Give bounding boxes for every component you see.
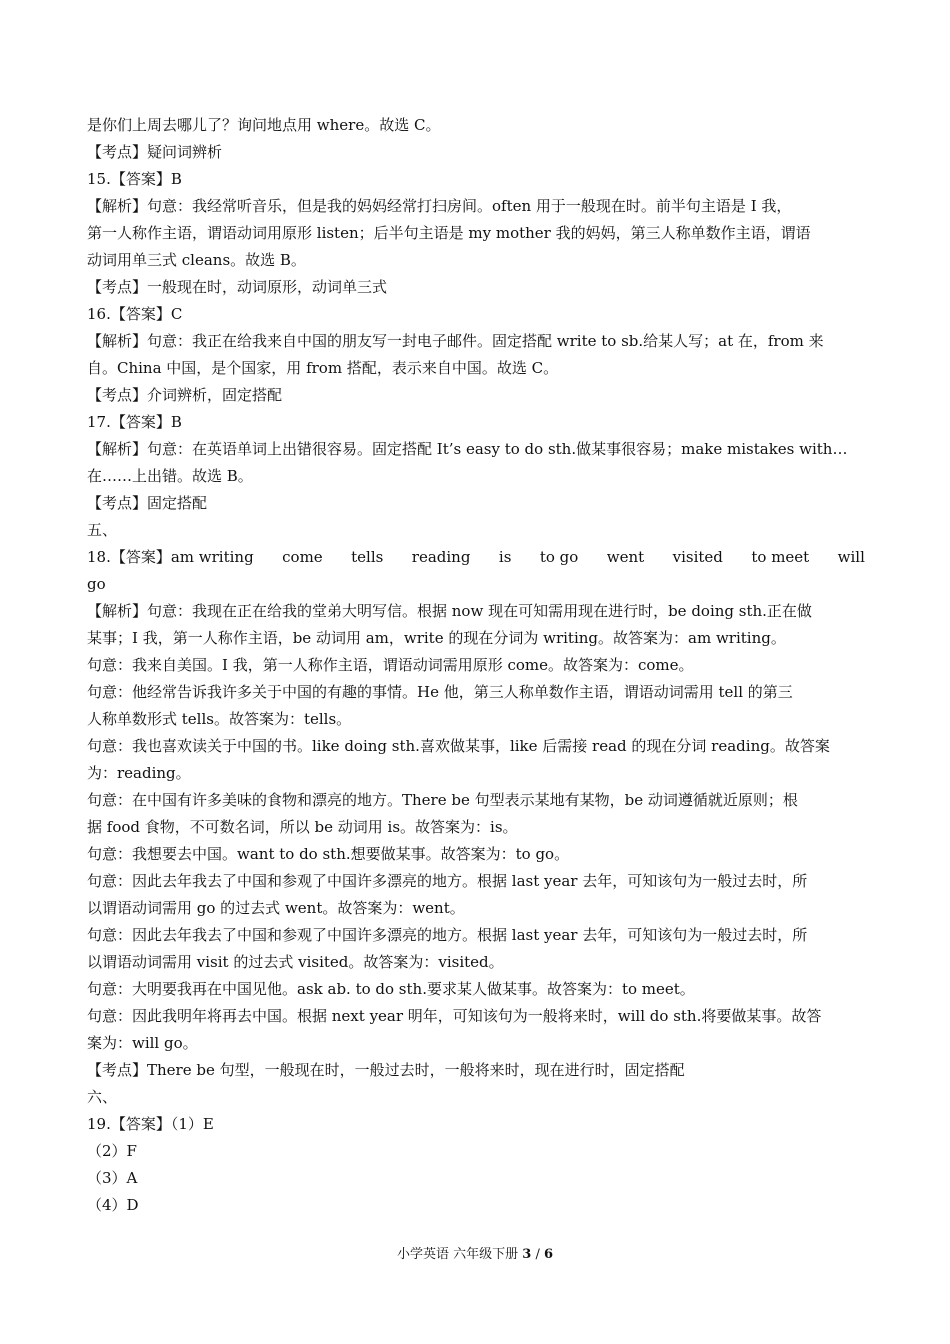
answer-item: to go [539, 548, 579, 566]
page-total: 6 [543, 1247, 554, 1262]
text-line: 以谓语动词需用 visit 的过去式 visited。故答案为：visited。 [87, 953, 504, 971]
footer-label: 小学英语 六年级下册 [396, 1247, 519, 1262]
text-line: 句意：因此我明年将再去中国。根据 next year 明年，可知该句为一般将来时，will do sth.将要做某事。故答 [87, 1007, 822, 1025]
page-footer [0, 1245, 950, 1265]
text-line: 句意：他经常告诉我许多关于中国的有趣的事情。He 他，第三人称单数作主语，谓语动词需用 tell 的第三 [87, 683, 793, 701]
answer-item: 18.【答案】am writing [87, 548, 254, 566]
text-line: 案为：will go。 [87, 1034, 198, 1052]
text-line: （2）F [87, 1142, 137, 1160]
text-line: 人称单数形式 tells。故答案为：tells。 [87, 710, 352, 728]
text-line: 16.【答案】C [87, 305, 183, 323]
answer-item: reading [411, 548, 471, 566]
text-line: 在……上出错。故选 B。 [87, 467, 253, 485]
text-line: 【考点】There be 句型，一般现在时，一般过去时，一般将来时，现在进行时，固定搭配 [87, 1061, 685, 1079]
answer-item: will [837, 548, 865, 566]
text-line: 句意：我来自美国。I 我，第一人称作主语，谓语动词需用原形 come。故答案为：come。 [87, 656, 694, 674]
answer-item: visited [672, 548, 723, 566]
text-line: 自。China 中国，是个国家，用 from 搭配，表示来自中国。故选 C。 [87, 359, 559, 377]
answer-item: come [282, 548, 323, 566]
answer-18-continuation: go [87, 575, 106, 593]
section-heading: 五、 [87, 521, 118, 539]
text-line: 以谓语动词需用 go 的过去式 went。故答案为：went。 [87, 899, 465, 917]
text-line: （3）A [87, 1169, 138, 1187]
text-line: 15.【答案】B [87, 170, 182, 188]
text-line: 【考点】介词辨析，固定搭配 [87, 386, 283, 404]
page-separator: / [531, 1247, 544, 1262]
text-line: 【考点】一般现在时，动词原形，动词单三式 [87, 278, 388, 296]
text-line: 为：reading。 [87, 764, 191, 782]
text-line: 【考点】固定搭配 [87, 494, 208, 512]
text-line: 【解析】句意：在英语单词上出错很容易。固定搭配 It’s easy to do sth.做某事很容易；make mistakes with… [87, 440, 848, 458]
text-line: 【解析】句意：我经常听音乐，但是我的妈妈经常打扫房间。often 用于一般现在时。前半句主语是 I 我， [87, 197, 792, 215]
text-line: 是你们上周去哪儿了？询问地点用 where。故选 C。 [87, 116, 441, 134]
answer-item: went [606, 548, 645, 566]
text-line: 句意：因此去年我去了中国和参观了中国许多漂亮的地方。根据 last year 去年，可知该句为一般过去时，所 [87, 872, 808, 890]
text-line: 句意：大明要我再在中国见他。ask ab. to do sth.要求某人做某事。故答案为：to meet。 [87, 980, 695, 998]
text-line: 17.【答案】B [87, 413, 182, 431]
answer-content [87, 112, 865, 1219]
answer-item: tells [351, 548, 384, 566]
text-line: 句意：因此去年我去了中国和参观了中国许多漂亮的地方。根据 last year 去年，可知该句为一般过去时，所 [87, 926, 808, 944]
text-line: 动词用单三式 cleans。故选 B。 [87, 251, 306, 269]
answer-item: is [498, 548, 512, 566]
text-line: 句意：在中国有许多美味的食物和漂亮的地方。There be 句型表示某地有某物，be 动词遵循就近原则；根 [87, 791, 798, 809]
section-heading: 六、 [87, 1088, 118, 1106]
text-line: 【考点】疑问词辨析 [87, 143, 223, 161]
text-line: 第一人称作主语，谓语动词用原形 listen；后半句主语是 my mother 我的妈妈，第三人称单数作主语，谓语 [87, 224, 811, 242]
text-line: （4）D [87, 1196, 139, 1214]
text-line: 【解析】句意：我现在正在给我的堂弟大明写信。根据 now 现在可知需用现在进行时，be doing sth.正在做 [87, 602, 812, 620]
text-line: 某事；I 我，第一人称作主语，be 动词用 am，write 的现在分词为 writing。故答案为：am writing。 [87, 629, 786, 647]
text-line: 19.【答案】（1）E [87, 1115, 214, 1133]
answer-18-row [87, 544, 865, 571]
answer-item: to meet [751, 548, 810, 566]
text-line: 【解析】句意：我正在给我来自中国的朋友写一封电子邮件。固定搭配 write to sb.给某人写；at 在，from 来 [87, 332, 824, 350]
text-line: 据 food 食物，不可数名词，所以 be 动词用 is。故答案为：is。 [87, 818, 518, 836]
page-number: 3 [522, 1247, 532, 1262]
text-line: 句意：我也喜欢读关于中国的书。like doing sth.喜欢做某事，like 后需接 read 的现在分词 reading。故答案 [87, 737, 830, 755]
text-line: 句意：我想要去中国。want to do sth.想要做某事。故答案为：to go。 [87, 845, 570, 863]
